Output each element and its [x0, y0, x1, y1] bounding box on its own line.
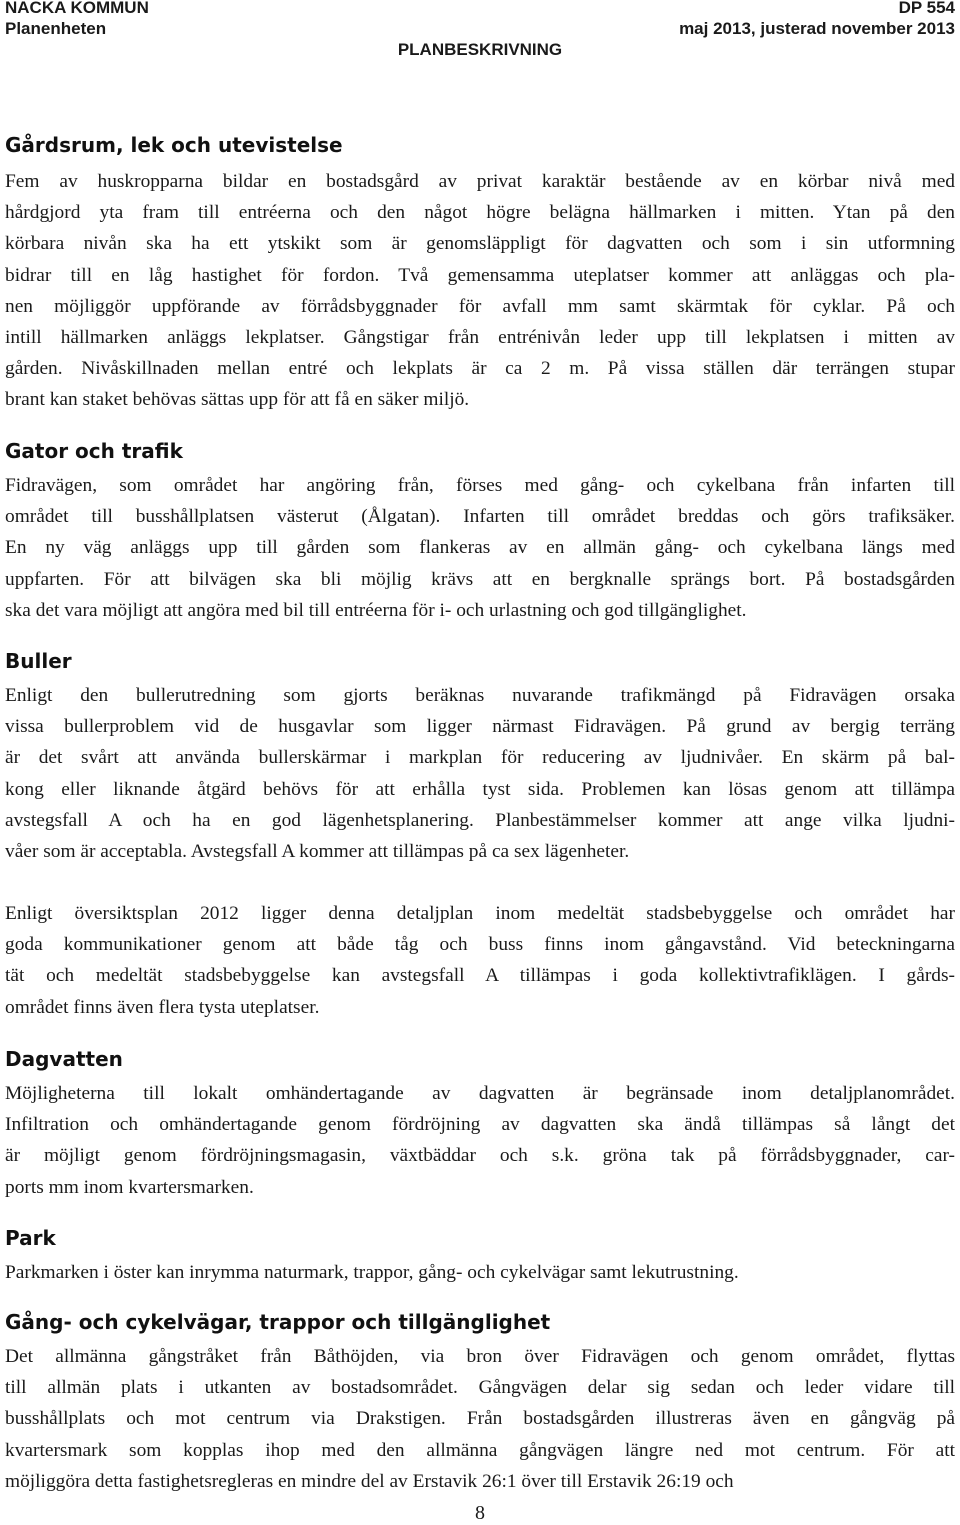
text-line: ska det vara möjligt att angöra med bil till entréerna för i- och urlastning och god tillgänglighet.: [5, 599, 747, 621]
text-line: kong eller liknande åtgärd behövs för att erhålla tyst sida. Problemen kan lösas genom att tillämpa: [5, 778, 955, 800]
section-noise: [5, 648, 955, 867]
text-line: Parkmarken i öster kan inrymma naturmark, trappor, gång- och cykelvägar samt lekutrustning.: [5, 1262, 739, 1283]
text-line: Enligt den bullerutredning som gjorts beräknas nuvarande trafikmängd på Fidravägen orsaka: [5, 685, 955, 706]
section-heading: Park: [5, 1226, 56, 1250]
text-line: Fidravägen, som området har angöring från, förses med gång- och cykelbana från infarten till: [5, 475, 955, 496]
text-line: körbara nivån ska ha ett ytskikt som är genomsläppligt för dagvatten och som i sin utformning: [5, 233, 955, 255]
text-line: Det allmänna gångstråket från Båthöjden, via bron över Fidravägen och genom området, flyttas: [5, 1346, 955, 1367]
unit-name: Planenheten: [5, 19, 107, 38]
section-paragraph: [5, 680, 955, 867]
section-streets-traffic: [5, 438, 955, 626]
section-park: [5, 1225, 955, 1288]
text-line: En ny väg anläggs upp till gården som flankeras av en allmän gång- och cykelbana längs med: [5, 537, 955, 559]
text-line: Infiltration och omhändertagande genom fördröjning av dagvatten ska ändå tillämpas så långt det: [5, 1114, 955, 1136]
text-line: till allmän plats i utkanten av bostadsområdet. Gångvägen delar sig sedan och leder vidare till: [5, 1377, 955, 1399]
section-paths-accessibility: [5, 1309, 955, 1497]
text-line: Enligt översiktsplan 2012 ligger denna detaljplan inom medeltät stadsbebyggelse och området har: [5, 903, 955, 924]
section-heading: Gång- och cykelvägar, trappor och tillgänglighet: [5, 1310, 551, 1334]
section-courtyard: [5, 132, 955, 416]
text-line: ports mm inom kvartersmarken.: [5, 1176, 254, 1198]
section-paragraph: [5, 470, 955, 626]
text-line: tät och medeltät stadsbebyggelse kan avstegsfall A tillämpas i goda kollektivtrafiklägen. I gårds-: [5, 965, 955, 987]
text-line: uppfarten. För att bilvägen ska bli möjlig krävs att en bergknalle sprängs bort. På bostadsgården: [5, 568, 955, 590]
text-line: är möjligt genom fördröjningsmagasin, växtbäddar och s.k. gröna tak på förrådsbyggnader, car-: [5, 1145, 955, 1167]
text-line: nen möjliggör uppförande av förrådsbyggnader för avfall mm samt skärmtak för cyklar. På och: [5, 295, 955, 317]
text-line: området finns även flera tysta uteplatser.: [5, 996, 320, 1018]
section-paragraph: [5, 1341, 955, 1497]
text-line: avstegsfall A och ha en god lägenhetsplanering. Planbestämmelser kommer att ange vilka ljudni-: [5, 809, 955, 831]
page-number: 8: [475, 1502, 485, 1524]
section-heading: Buller: [5, 649, 72, 673]
section-stormwater: [5, 1046, 955, 1203]
section-heading: Dagvatten: [5, 1047, 123, 1071]
text-line: våer som är acceptabla. Avstegsfall A kommer att tillämpas på ca sex lägenheter.: [5, 841, 630, 863]
section-heading: Gårdsrum, lek och utevistelse: [5, 133, 343, 157]
text-line: Möjligheterna till lokalt omhändertagande av dagvatten är begränsade inom detaljplanområdet.: [5, 1083, 955, 1104]
text-line: hårdgjord yta fram till entréerna och den något högre belägna hällmarken i mitten. Ytan på den: [5, 202, 955, 224]
text-line: Fem av huskropparna bildar en bostadsgård av privat karaktär bestående av en körbar nivå med: [5, 171, 955, 192]
text-line: området till busshållplatsen västerut (Ålgatan). Infarten till området breddas och görs trafiksäker.: [5, 506, 955, 528]
document-date: maj 2013, justerad november 2013: [679, 19, 955, 38]
text-line: möjliggöra detta fastighetsregleras en mindre del av Erstavik 26:1 över till Erstavik 26:19 och: [5, 1470, 734, 1492]
text-line: bidrar till en låg hastighet för fordon. Två gemensamma uteplatser kommer att anläggas och pla-: [5, 264, 955, 286]
section-comprehensive-plan: [5, 898, 955, 1023]
section-paragraph: [5, 898, 955, 1023]
section-paragraph: [5, 1078, 955, 1203]
text-line: intill hällmarken anläggs lekplatser. Gångstigar från entrénivån leder upp till lekplatsen i mitten av: [5, 327, 955, 349]
plan-id: DP 554: [898, 0, 955, 17]
text-line: kvartersmark som kopplas ihop med den allmänna gångvägen längre ned mot centrum. För att: [5, 1439, 955, 1461]
section-paragraph: [5, 166, 955, 416]
document-type: PLANBESKRIVNING: [397, 40, 563, 59]
section-paragraph: [5, 1257, 955, 1288]
text-line: busshållplats och mot centrum via Drakstigen. Från bostadsgården illustreras även en gångväg på: [5, 1408, 955, 1430]
text-line: gården. Nivåskillnaden mellan entré och lekplats är ca 2 m. På vissa ställen där terrängen stupar: [5, 358, 955, 380]
text-line: vissa bullerproblem vid de husgavlar som ligger närmast Fidravägen. På grund av bergig terräng: [5, 716, 955, 738]
text-line: brant kan staket behövas sättas upp för att få en säker miljö.: [5, 389, 470, 411]
section-heading: Gator och trafik: [5, 439, 183, 463]
text-line: goda kommunikationer genom att både tåg och buss finns inom gångavstånd. Vid beteckningarna: [5, 934, 955, 956]
org-name: NACKA KOMMUN: [5, 0, 149, 17]
text-line: är det svårt att använda bullerskärmar i markplan för reducering av ljudnivåer. En skärm på bal-: [5, 747, 955, 769]
